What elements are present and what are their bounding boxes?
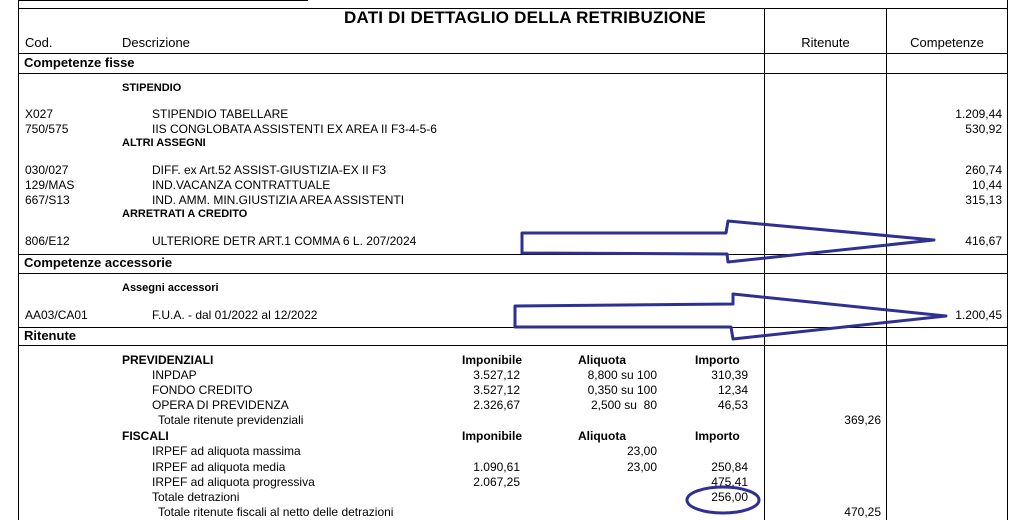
row-desc: F.U.A. - dal 01/2022 al 12/2022 xyxy=(152,308,318,322)
group-arretrati: ARRETRATI A CREDITO xyxy=(122,208,248,220)
row-competenze: 1.209,44 xyxy=(955,107,1002,121)
prev-importo: 310,39 xyxy=(711,368,748,382)
prev-desc: INPDAP xyxy=(152,368,197,382)
fisc-importo: 475,41 xyxy=(711,475,748,489)
row-desc: DIFF. ex Art.52 ASSIST-GIUSTIZIA-EX II F3 xyxy=(152,163,387,177)
page-title: DATI DI DETTAGLIO DELLA RETRIBUZIONE xyxy=(344,8,706,27)
section-ritenute: Ritenute xyxy=(24,328,76,343)
row-competenze-highlighted: 1.200,45 xyxy=(955,308,1002,322)
row-desc: IND.VACANZA CONTRATTUALE xyxy=(152,178,331,192)
row-cod: X027 xyxy=(25,107,54,121)
section-competenze-accessorie: Competenze accessorie xyxy=(24,255,173,270)
prev-importo: 46,53 xyxy=(717,398,748,412)
fisc-desc: IRPEF ad aliquota progressiva xyxy=(152,475,315,489)
header-cod: Cod. xyxy=(25,35,53,50)
circle-annotation-icon xyxy=(687,487,759,513)
row-competenze: 315,13 xyxy=(965,193,1002,207)
arrow-annotation-icon xyxy=(522,221,934,262)
group-assegni-accessori: Assegni accessori xyxy=(122,282,219,294)
group-altri-assegni: ALTRI ASSEGNI xyxy=(122,137,206,149)
section-competenze-fisse: Competenze fisse xyxy=(24,55,135,70)
fisc-imponibile: 2.067,25 xyxy=(473,475,520,489)
header-descrizione: Descrizione xyxy=(122,35,190,50)
arrow-annotation-icon xyxy=(515,294,946,339)
col-imponibile: Imponibile xyxy=(462,429,522,443)
col-aliquota: Aliquota xyxy=(578,353,626,367)
header-ritenute: Ritenute xyxy=(801,35,850,50)
detrazioni-label: Totale detrazioni xyxy=(152,490,240,504)
row-cod: AA03/CA01 xyxy=(25,308,88,322)
col-imponibile: Imponibile xyxy=(462,353,522,367)
prev-imponibile: 2.326,67 xyxy=(473,398,520,412)
group-previdenziali: PREVIDENZIALI xyxy=(122,353,214,367)
row-competenze: 10,44 xyxy=(971,178,1002,192)
prev-imponibile: 3.527,12 xyxy=(473,383,520,397)
prev-desc: OPERA DI PREVIDENZA xyxy=(152,398,289,412)
fisc-total-value: 470,25 xyxy=(844,505,881,519)
col-importo: Importo xyxy=(695,429,740,443)
prev-importo: 12,34 xyxy=(717,383,748,397)
fisc-aliquota: 23,00 xyxy=(626,444,657,458)
row-desc: STIPENDIO TABELLARE xyxy=(152,107,289,121)
row-competenze: 530,92 xyxy=(965,122,1002,136)
row-desc: ULTERIORE DETR ART.1 COMMA 6 L. 207/2024 xyxy=(152,234,417,248)
row-cod: 129/MAS xyxy=(25,178,75,192)
header-competenze: Competenze xyxy=(910,35,984,50)
row-competenze: 260,74 xyxy=(965,163,1002,177)
row-desc: IIS CONGLOBATA ASSISTENTI EX AREA II F3-4-5-6 xyxy=(152,122,437,136)
fisc-importo: 250,84 xyxy=(711,460,748,474)
fisc-imponibile: 1.090,61 xyxy=(473,460,520,474)
group-stipendio: STIPENDIO xyxy=(122,82,182,94)
fisc-total-label: Totale ritenute fiscali al netto delle detrazioni xyxy=(158,505,394,519)
col-aliquota: Aliquota xyxy=(578,429,626,443)
row-competenze-highlighted: 416,67 xyxy=(965,234,1002,248)
prev-total-value: 369,26 xyxy=(844,413,881,427)
row-cod: 030/027 xyxy=(25,163,69,177)
prev-aliquota: 8,800 su 100 xyxy=(587,368,657,382)
row-cod: 806/E12 xyxy=(25,234,70,248)
group-fiscali: FISCALI xyxy=(122,429,169,443)
prev-imponibile: 3.527,12 xyxy=(473,368,520,382)
fisc-desc: IRPEF ad aliquota massima xyxy=(152,444,301,458)
prev-aliquota: 0,350 su 100 xyxy=(587,383,657,397)
col-importo: Importo xyxy=(695,353,740,367)
prev-total-label: Totale ritenute previdenziali xyxy=(158,413,304,427)
row-desc: IND. AMM. MIN.GIUSTIZIA AREA ASSISTENTI xyxy=(152,193,405,207)
prev-desc: FONDO CREDITO xyxy=(152,383,253,397)
detrazioni-value: 256,00 xyxy=(711,490,748,504)
fisc-desc: IRPEF ad aliquota media xyxy=(152,460,286,474)
row-cod: 750/575 xyxy=(25,122,69,136)
prev-aliquota: 2,500 su 80 xyxy=(590,398,657,412)
row-cod: 667/S13 xyxy=(25,193,70,207)
fisc-aliquota: 23,00 xyxy=(626,460,657,474)
